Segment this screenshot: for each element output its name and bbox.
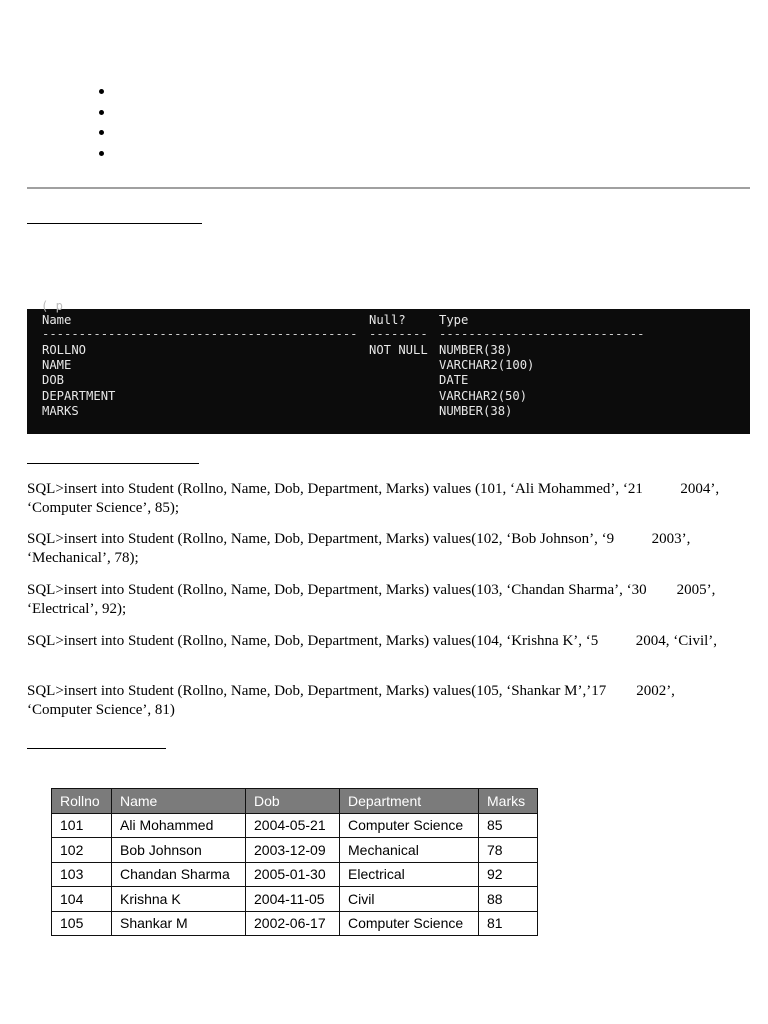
table-cell: 2004-11-05 xyxy=(246,887,340,912)
terminal-row xyxy=(27,358,750,373)
table-cell: 78 xyxy=(479,838,538,863)
table-header-row xyxy=(52,789,538,814)
table-cell: Civil xyxy=(340,887,479,912)
insert-statement xyxy=(27,530,752,568)
statement-line: ‘Electrical’, 92); xyxy=(27,601,127,617)
column-name: DEPARTMENT xyxy=(42,389,116,403)
rule-null: -------- xyxy=(369,327,428,341)
horizontal-rule xyxy=(27,187,750,189)
table-cell: Bob Johnson xyxy=(112,838,246,863)
column-null: NOT NULL xyxy=(369,343,428,357)
terminal-rule-row xyxy=(27,327,750,342)
insert-statement xyxy=(27,682,752,720)
describe-output-terminal xyxy=(27,299,750,434)
column-type: NUMBER(38) xyxy=(439,404,513,418)
terminal-row xyxy=(27,404,750,419)
table-cell: Ali Mohammed xyxy=(112,813,246,838)
column-header: Marks xyxy=(479,789,538,814)
column-type: VARCHAR2(50) xyxy=(439,389,528,403)
table-cell: 104 xyxy=(52,887,112,912)
table-cell: 88 xyxy=(479,887,538,912)
rule-type: ---------------------------- xyxy=(439,327,645,341)
column-name: ROLLNO xyxy=(42,343,87,357)
table-row xyxy=(52,887,538,912)
heading-underline xyxy=(27,748,166,749)
column-name: NAME xyxy=(42,358,72,372)
heading-underline xyxy=(27,463,199,464)
table-cell: Chandan Sharma xyxy=(112,862,246,887)
column-header: Dob xyxy=(246,789,340,814)
column-header: Rollno xyxy=(52,789,112,814)
statement-line: SQL>insert into Student (Rollno, Name, Dob, Department, Marks) values(104, ‘Krishna K’, ‘5 2004, ‘Civil’, xyxy=(27,633,718,649)
statement-line: SQL>insert into Student (Rollno, Name, Dob, Department, Marks) values(105, ‘Shankar M’,’17 2002’, xyxy=(27,683,675,699)
table-row xyxy=(52,862,538,887)
insert-statement xyxy=(27,632,752,651)
table-cell: 2005-01-30 xyxy=(246,862,340,887)
column-type: NUMBER(38) xyxy=(439,343,513,357)
table-cell: 105 xyxy=(52,911,112,936)
table-cell: Computer Science xyxy=(340,813,479,838)
table-row xyxy=(52,813,538,838)
table-cell: 81 xyxy=(479,911,538,936)
header-name: Name xyxy=(42,313,72,327)
statement-line: SQL>insert into Student (Rollno, Name, Dob, Department, Marks) values(102, ‘Bob Johnson’, ‘9 2003’, xyxy=(27,531,691,547)
column-type: VARCHAR2(100) xyxy=(439,358,535,372)
terminal-row xyxy=(27,343,750,358)
table-cell: 2004-05-21 xyxy=(246,813,340,838)
table-row xyxy=(52,838,538,863)
statement-line: ‘Mechanical’, 78); xyxy=(27,550,139,566)
column-type: DATE xyxy=(439,373,469,387)
table-cell: 85 xyxy=(479,813,538,838)
terminal-header-row xyxy=(27,313,750,328)
table-cell: Electrical xyxy=(340,862,479,887)
statement-line: SQL>insert into Student (Rollno, Name, Dob, Department, Marks) values(103, ‘Chandan Sharma’, ‘30 2005’, xyxy=(27,582,716,598)
header-type: Type xyxy=(439,313,469,327)
insert-statement xyxy=(27,480,752,518)
table-cell: 2003-12-09 xyxy=(246,838,340,863)
statement-line: SQL>insert into Student (Rollno, Name, Dob, Department, Marks) values (101, ‘Ali Mohammed’, ‘21 2004’, xyxy=(27,481,720,497)
table-cell: 92 xyxy=(479,862,538,887)
insert-statement xyxy=(27,581,752,619)
table-cell: 2002-06-17 xyxy=(246,911,340,936)
table-cell: Computer Science xyxy=(340,911,479,936)
heading-underline xyxy=(27,223,202,224)
terminal-cut-text: ( p xyxy=(41,299,64,313)
rule-name: ------------------------------------------- xyxy=(42,327,358,341)
column-name: DOB xyxy=(42,373,65,387)
student-table xyxy=(51,788,538,936)
column-header: Name xyxy=(112,789,246,814)
terminal-row xyxy=(27,373,750,388)
header-null: Null? xyxy=(369,313,406,327)
terminal-row xyxy=(27,389,750,404)
statement-line: ‘Computer Science’, 81) xyxy=(27,702,175,718)
table-cell: Krishna K xyxy=(112,887,246,912)
table-cell: 101 xyxy=(52,813,112,838)
column-header: Department xyxy=(340,789,479,814)
table-cell: Shankar M xyxy=(112,911,246,936)
statement-line: ‘Computer Science’, 85); xyxy=(27,500,180,516)
table-row xyxy=(52,911,538,936)
table-cell: Mechanical xyxy=(340,838,479,863)
table-cell: 102 xyxy=(52,838,112,863)
table-cell: 103 xyxy=(52,862,112,887)
column-name: MARKS xyxy=(42,404,79,418)
